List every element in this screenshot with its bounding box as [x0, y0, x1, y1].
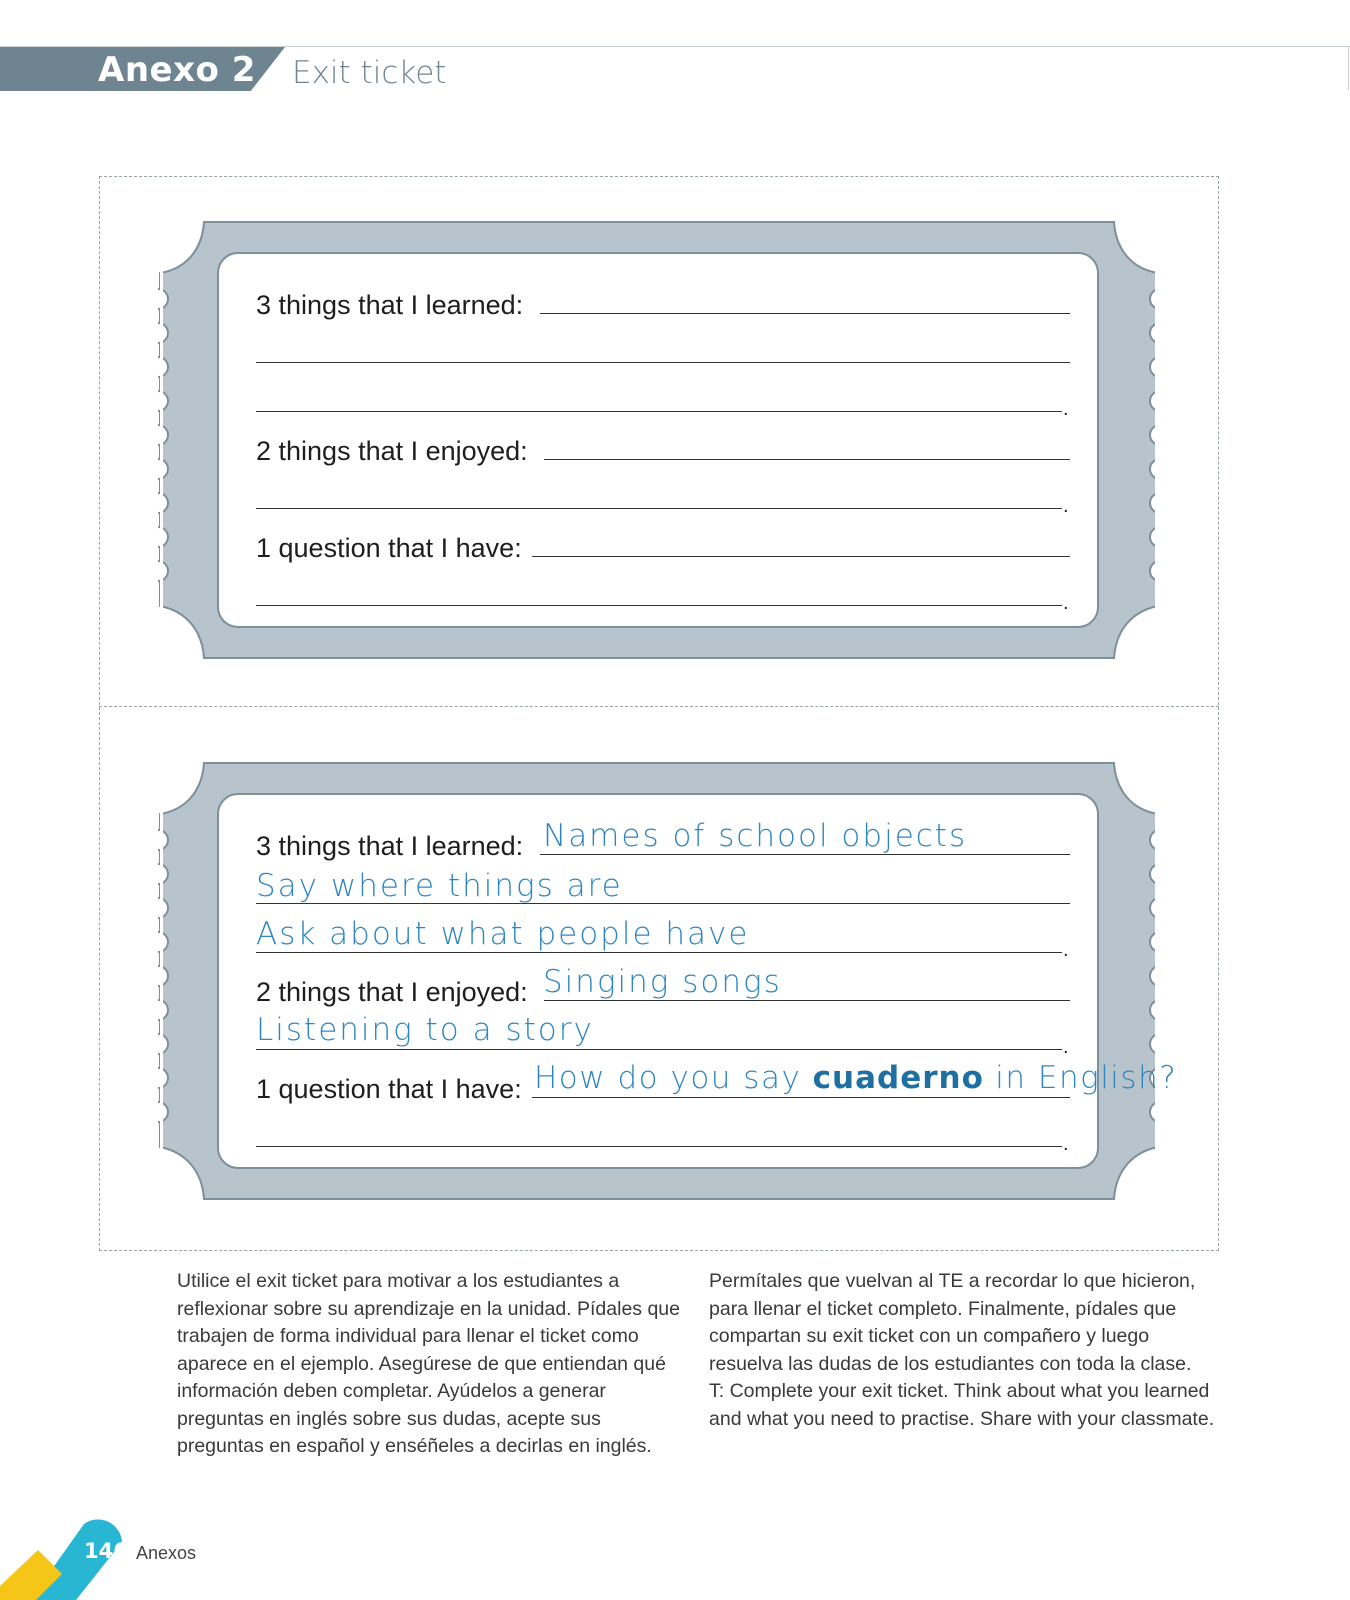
footer-section: Anexos [136, 1543, 197, 1563]
learned-answer-3[interactable]: Ask about what people have [256, 916, 750, 952]
answer-line[interactable] [256, 362, 1070, 363]
page-title: Exit ticket [292, 55, 447, 91]
answer-line[interactable] [256, 508, 1062, 509]
question-label: 1 question that I have: [256, 533, 522, 563]
answer-line [256, 1049, 1062, 1050]
period-mark: . [1063, 495, 1069, 517]
answer-line[interactable] [544, 459, 1070, 460]
question-answer-end: in English? [983, 1060, 1178, 1096]
instructions-right-text: Permítales que vuelvan al TE a recordar lo que hicieron, para llenar el ticket completo. Finalmente, pídales que compartan su exit ticket con un compañero y luego resuelva las dudas de los estudiantes con toda la clase. [709, 1270, 1196, 1375]
question-label: 1 question that I have: [256, 1074, 522, 1104]
answer-line [540, 854, 1070, 855]
period-mark: . [1063, 1036, 1069, 1058]
question-answer-start: How do you say [534, 1060, 813, 1096]
exit-ticket-example [158, 762, 1178, 1200]
question-answer-keyword: cuaderno [812, 1060, 984, 1096]
period-mark: . [1063, 398, 1069, 420]
page-number: 146 [84, 1539, 128, 1563]
period-mark: . [1063, 1133, 1069, 1155]
enjoyed-label: 2 things that I enjoyed: [256, 436, 528, 466]
learned-label: 3 things that I learned: [256, 290, 524, 320]
answer-line[interactable] [256, 1146, 1062, 1147]
exit-ticket-blank [158, 221, 1160, 659]
answer-line [532, 1097, 1070, 1098]
section-title: Anexo 2 [98, 50, 256, 90]
header-rule [0, 46, 1350, 47]
learned-label: 3 things that I learned: [256, 831, 524, 861]
answer-line[interactable] [540, 313, 1070, 314]
learned-answer-2[interactable]: Say where things are [256, 868, 623, 904]
answer-line[interactable] [256, 605, 1062, 606]
question-answer[interactable] [534, 1060, 1177, 1096]
enjoyed-label: 2 things that I enjoyed: [256, 977, 528, 1007]
answer-line[interactable] [256, 411, 1062, 412]
learned-answer-1[interactable]: Names of school objects [543, 818, 968, 854]
period-mark: . [1063, 939, 1069, 961]
answer-line [256, 952, 1062, 953]
enjoyed-answer-2[interactable]: Listening to a story [256, 1012, 594, 1048]
enjoyed-answer-1[interactable]: Singing songs [543, 964, 782, 1000]
header-rule-end [1348, 46, 1349, 90]
dashed-cut-line [99, 706, 1219, 707]
answer-line [256, 903, 1070, 904]
instructions-left [177, 1268, 687, 1461]
answer-line [544, 1000, 1070, 1001]
instructions-left-text: Utilice el exit ticket para motivar a los estudiantes a reflexionar sobre su aprendizaje en la unidad. Pídales que trabajen de forma individual para llenar el ticket como aparece en el ejemplo. Asegúrese de que entiendan qué información deben completar. Ayúdelos a generar preguntas en inglés sobre sus dudas, acepte sus preguntas en español y enséñeles a decirlas en inglés. [177, 1270, 681, 1457]
answer-line[interactable] [532, 556, 1070, 557]
teacher-prompt: T: Complete your exit ticket. Think about what you learned and what you need to practise. Share with your classmate. [709, 1380, 1215, 1430]
instructions-right [709, 1268, 1219, 1433]
period-mark: . [1063, 592, 1069, 614]
